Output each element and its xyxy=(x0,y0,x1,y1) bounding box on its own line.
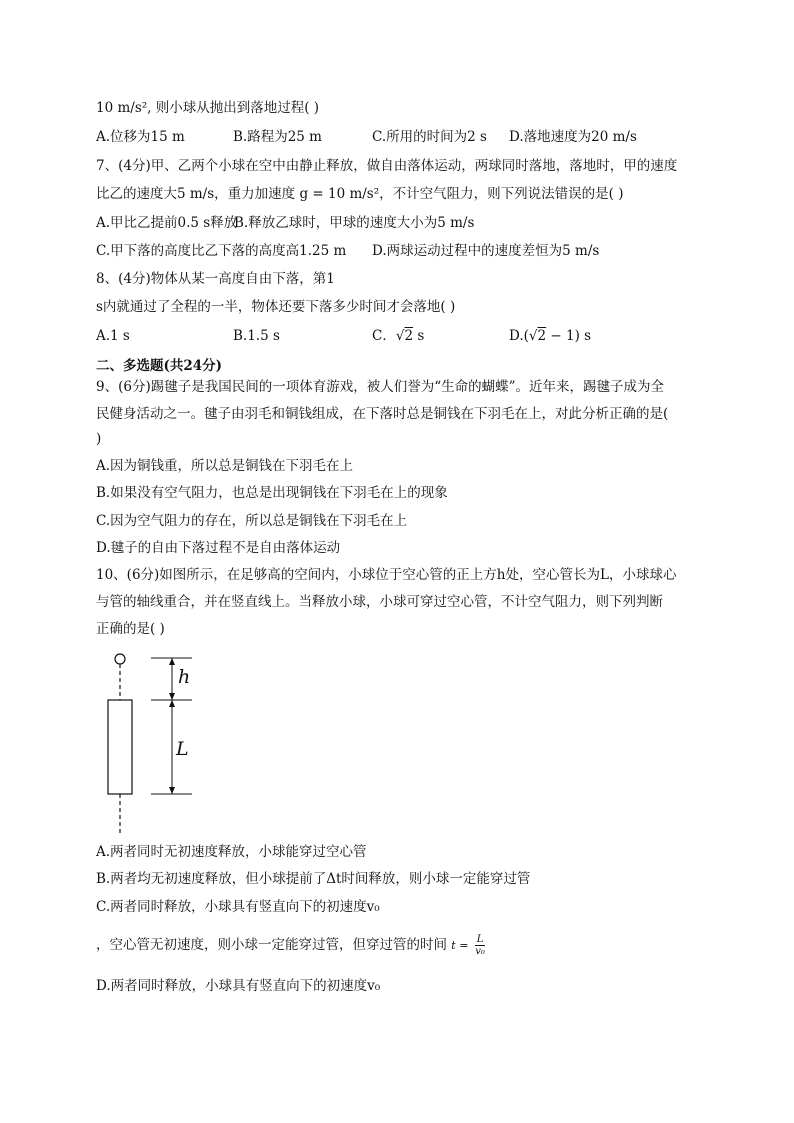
q8-stem-line1: 8、(4分)物体从某一高度自由下落，第1 xyxy=(96,271,335,287)
q10-option-c: C.两者同时释放，小球具有竖直向下的初速度v₀ xyxy=(96,899,380,915)
q9-option-d: D.毽子的自由下落过程不是自由落体运动 xyxy=(96,540,341,556)
q10-option-a: A.两者同时无初速度释放，小球能穿过空心管 xyxy=(96,844,367,860)
q6-option-c: C.所用的时间为2 s xyxy=(372,129,487,145)
q8-option-c xyxy=(372,326,424,346)
q8-option-d-radicand: 2 xyxy=(537,328,547,344)
q7-option-c: C.甲下落的高度比乙下落的高度高1.25 m xyxy=(96,243,347,259)
fraction-denominator: v₀ xyxy=(475,946,485,957)
q8-option-d xyxy=(509,326,591,346)
q8-option-c-prefix: C． xyxy=(372,328,396,344)
q8-option-c-radicand: 2 xyxy=(404,328,414,344)
q7-stem-line1: 7、(4分)甲、乙两个小球在空中由静止释放，做自由落体运动，两球同时落地，落地时，甲的速度 xyxy=(96,158,678,174)
arrow-up-icon xyxy=(169,658,175,665)
diagram-label-l: L xyxy=(176,738,189,760)
fraction-numerator: L xyxy=(476,934,484,945)
q8-option-a: A.1 s xyxy=(96,328,130,344)
arrow-down-icon xyxy=(169,787,175,794)
q6-option-a: A.位移为15 m xyxy=(96,129,185,145)
q7-stem-line2: 比乙的速度大5 m/s，重力加速度 g = 10 m/s²，不计空气阻力，则下列说法错误的是( ) xyxy=(96,186,624,202)
arrow-up-icon xyxy=(169,700,175,707)
q10-option-d: D.两者同时释放，小球具有竖直向下的初速度v₀ xyxy=(96,978,381,994)
q9-option-a: A.因为铜钱重，所以总是铜钱在下羽毛在上 xyxy=(96,458,354,474)
q6-option-d: D.落地速度为20 m/s xyxy=(509,129,637,145)
q9-stem-line1: 9、(6分)踢毽子是我国民间的一项体育游戏，被人们誉为“生命的蝴蝶”。近年来，踢毽子成为全 xyxy=(96,379,665,395)
q10-option-c-continued xyxy=(96,934,485,957)
q7-option-a: A.甲比乙提前0.5 s释放 xyxy=(96,215,238,231)
q9-option-c: C.因为空气阻力的存在，所以总是铜钱在下羽毛在上 xyxy=(96,513,408,529)
q6-stem-tail: 10 m/s², 则小球从抛出到落地过程( ) xyxy=(96,100,320,116)
q9-option-b: B.如果没有空气阻力，也总是出现铜钱在下羽毛在上的现象 xyxy=(96,485,448,501)
sqrt-icon: √ xyxy=(528,328,538,344)
q7-option-d: D.两球运动过程中的速度差恒为5 m/s xyxy=(372,243,600,259)
ball-icon xyxy=(115,654,125,664)
section-heading-multiple-choice: 二、多选题(共24分) xyxy=(96,358,223,374)
q8-option-d-prefix: D.( xyxy=(509,328,529,344)
formula-t: t = xyxy=(451,939,469,952)
q10-stem-line3: 正确的是( ) xyxy=(96,621,165,637)
q7-option-b: B.释放乙球时，甲球的速度大小为5 m/s xyxy=(234,215,475,231)
q10-stem-line1: 10、(6分)如图所示，在足够高的空间内，小球位于空心管的正上方h处，空心管长为L，小球球心 xyxy=(96,567,677,583)
sqrt-icon: √ xyxy=(395,328,405,344)
q10-option-c-text: ，空心管无初速度，则小球一定能穿过管，但穿过管的时间 xyxy=(96,937,447,953)
arrow-down-icon xyxy=(169,693,175,700)
q8-stem-line2: s内就通过了全程的一半，物体还要下落多少时间才会落地( ) xyxy=(96,299,456,315)
q10-stem-line2: 与管的轴线重合，并在竖直线上。当释放小球，小球可穿过空心管，不计空气阻力，则下列判断 xyxy=(96,594,663,610)
q9-stem-line3: ) xyxy=(96,431,102,447)
q8-option-b: B.1.5 s xyxy=(233,328,280,344)
hollow-tube xyxy=(108,700,132,794)
formula-fraction xyxy=(475,934,486,957)
diagram-label-h: h xyxy=(178,666,191,688)
q8-option-c-suffix: s xyxy=(413,328,425,344)
q10-option-b: B.两者均无初速度释放，但小球提前了Δt时间释放，则小球一定能穿过管 xyxy=(96,871,531,887)
q9-stem-line2: 民健身活动之一。毽子由羽毛和铜钱组成，在下落时总是铜钱在下羽毛在上，对此分析正确的是( xyxy=(96,406,669,422)
q6-option-b: B.路程为25 m xyxy=(233,129,322,145)
q8-option-d-suffix: − 1) s xyxy=(546,328,592,344)
